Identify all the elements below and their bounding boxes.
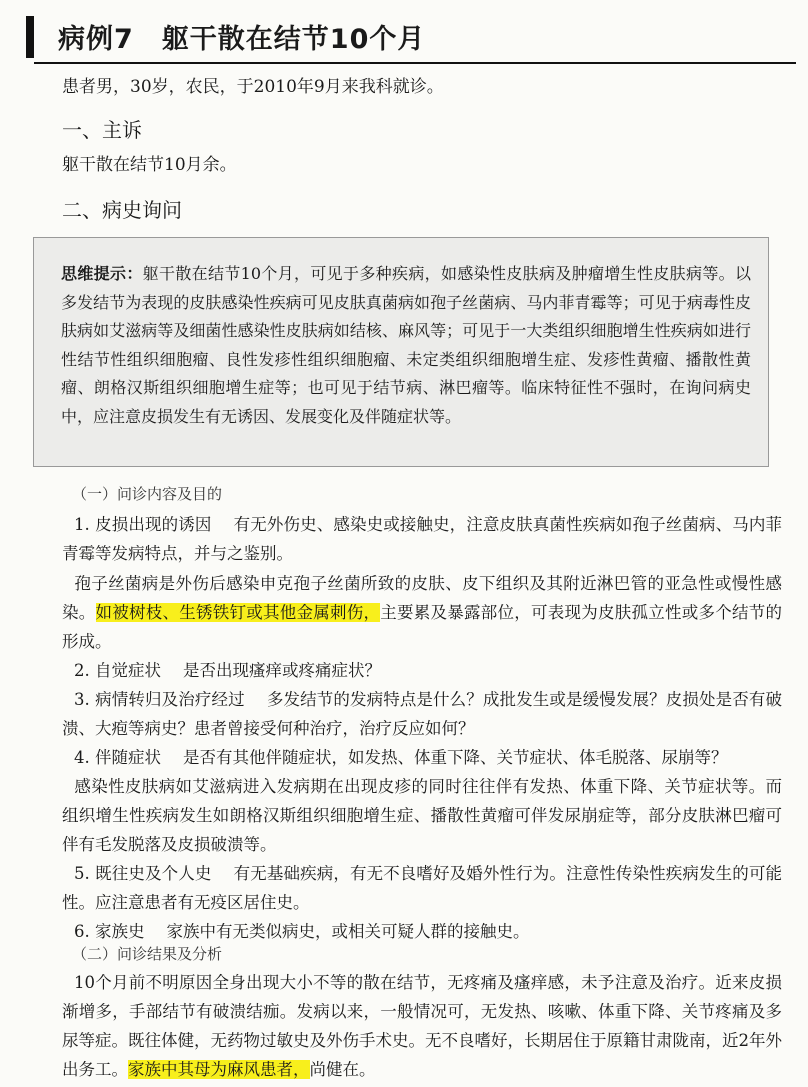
sporotrichosis-paragraph [62,569,782,656]
inquiry-item-1 [62,510,782,568]
complaint-heading: 一、主诉 [62,118,142,142]
inquiry-item-3 [62,685,782,743]
results-paragraph [62,968,782,1084]
thinking-hint-text: 躯干散在结节10个月，可见于多种疾病，如感染性皮肤病及肿瘤增生性皮肤病等。以多发结节为表现的皮肤感染性疾病可见皮肤真菌病如孢子丝菌病、马内菲青霉等；可见于病毒性皮肤病如艾滋病等及细菌性感染性皮肤病如结核、麻风等；可见于一大类组织细胞增生性疾病如进行性结节性组织细胞瘤、良性发疹性组织细胞瘤、未定类组织细胞增生症、发疹性黄瘤、播散性黄瘤、朗格汉斯组织细胞增生症等；也可见于结节病、淋巴瘤等。临床特征性不强时，在询问病史中，应注意皮损发生有无诱因、发展变化及伴随症状等。 [61,264,751,426]
item-5-label: 5. 既往史及个人史 [74,864,212,883]
item-4-text: 是否有其他伴随症状，如发热、体重下降、关节症状、体毛脱落、尿崩等？ [183,748,728,767]
title-marker-bar [26,16,34,58]
item-2-text: 是否出现瘙痒或疼痛症状？ [183,661,381,680]
results-text-end: 尚健在。 [309,1060,376,1079]
case-title: 病例7 躯干散在结节10个月 [58,24,426,55]
title-underline [34,62,796,64]
item-6-text: 家族中有无类似病史，或相关可疑人群的接触史。 [166,922,530,941]
inquiry-item-4 [62,743,782,772]
thinking-hint-paragraph [61,260,751,431]
item-3-text: 多发结节的发病特点是什么？成批发生或是缓慢发展？皮损处是否有破溃、大疱等病史？患者曾接受何种治疗，治疗反应如何？ [62,690,782,738]
thinking-hint-box [33,237,769,467]
item-4-label: 4. 伴随症状 [74,748,161,767]
item-5-text: 有无基础疾病，有无不良嗜好及婚外性行为。注意性传染性疾病发生的可能性。应注意患者有无疫区居住史。 [62,864,782,912]
item-2-label: 2. 自觉症状 [74,661,161,680]
para-1-start: 孢子丝菌病是外伤后感染申克孢子丝菌所致的皮肤、皮下组织及其附近淋巴管的亚急性或慢性感染。 [62,574,782,622]
highlighted-family-history: 家族中其母为麻风患者， [128,1060,310,1079]
case-title-row [26,14,796,64]
item-3-label: 3. 病情转归及治疗经过 [74,690,245,709]
item-1-label: 1. 皮损出现的诱因 [74,515,212,534]
inquiry-item-2 [62,656,782,685]
highlighted-injury-cause: 如被树枝、生锈铁钉或其他金属刺伤， [95,603,381,622]
thinking-hint-label: 思维提示： [61,264,143,283]
results-heading: （二）问诊结果及分析 [72,945,223,963]
para-2-text: 感染性皮肤病如艾滋病进入发病期在出现皮疹的同时往往伴有发热、体重下降、关节症状等。而组织增生性疾病发生如朗格汉斯组织细胞增生症、播散性黄瘤可伴发尿崩症等，部分皮肤淋巴瘤可伴有毛发脱落及皮损破溃等。 [62,777,782,854]
complaint-text: 躯干散在结节10月余。 [62,155,237,175]
inquiry-item-6 [62,917,782,946]
item-1-text: 有无外伤史、感染史或接触史，注意皮肤真菌性疾病如孢子丝菌病、马内菲青霉等发病特点，并与之鉴别。 [62,515,782,563]
accompanying-symptoms-paragraph [62,772,782,859]
inquiry-item-5 [62,859,782,917]
para-1-end: 主要累及暴露部位，可表现为皮肤孤立性或多个结节的形成。 [62,603,782,651]
patient-intro: 患者男，30岁，农民，于2010年9月来我科就诊。 [62,77,444,97]
inquiry-heading: （一）问诊内容及目的 [72,485,223,503]
item-6-label: 6. 家族史 [74,922,145,941]
results-text-start: 10个月前不明原因全身出现大小不等的散在结节，无疼痛及瘙痒感，未予注意及治疗。近来皮损渐增多，手部结节有破溃结痂。发病以来，一般情况可，无发热、咳嗽、体重下降、关节疼痛及多尿等症。既往体健，无药物过敏史及外伤手术史。无不良嗜好，长期居住于原籍甘肃陇南，近2年外出务工。 [62,973,782,1079]
history-heading: 二、病史询问 [62,198,182,222]
